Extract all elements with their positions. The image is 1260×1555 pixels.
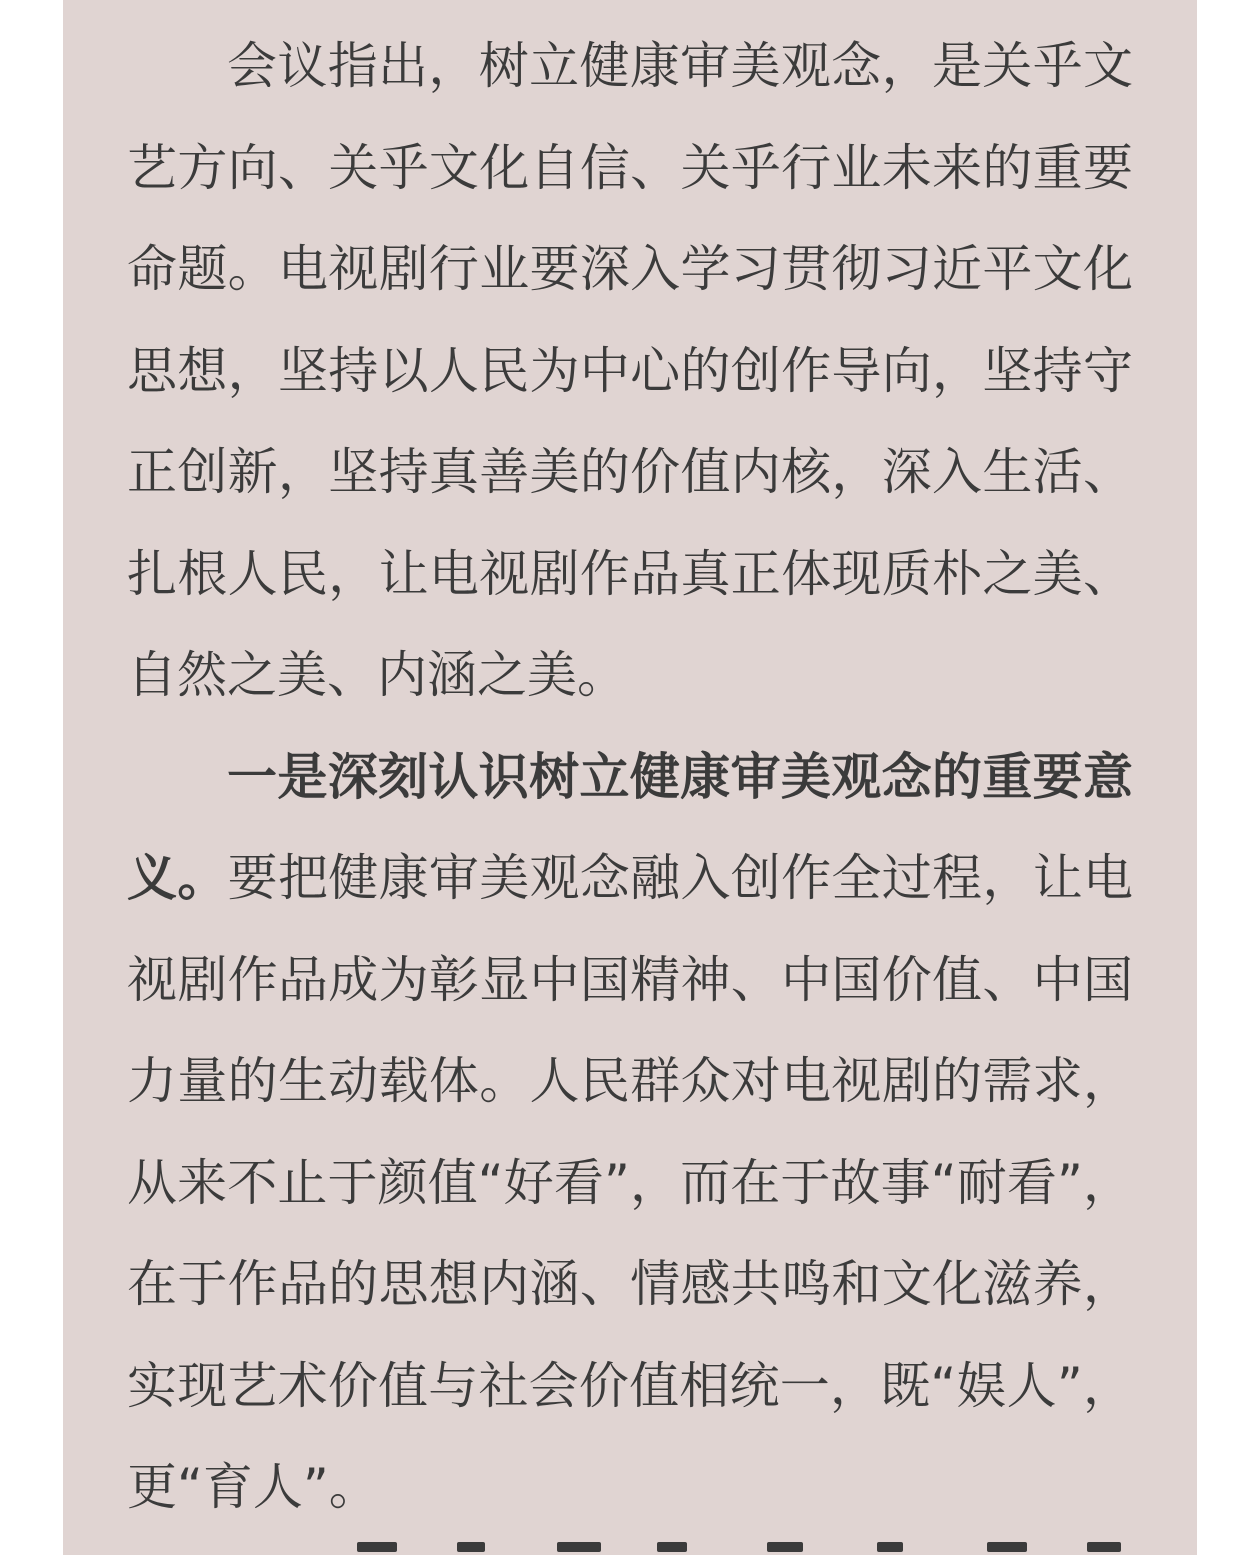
paragraph-text: 会议指出，树立健康审美观念，是关乎文艺方向、关乎文化自信、关乎行业未来的重要命题。电视剧行业要深入学习贯彻习近平文化思想，坚持以人民为中心的创作导向，坚持守正创新，坚持真善美的价值内核，深入生活、扎根人民，让电视剧作品真正体现质朴之美、自然之美、内涵之美。 <box>127 37 1133 704</box>
glyph-fragment <box>877 1542 903 1552</box>
glyph-fragment <box>357 1542 397 1552</box>
article-panel <box>63 0 1197 1555</box>
glyph-fragment <box>987 1542 1027 1552</box>
glyph-fragment <box>557 1542 601 1552</box>
paragraph-first-point <box>127 727 1133 1539</box>
glyph-fragment <box>657 1542 687 1552</box>
glyph-fragment <box>1087 1542 1121 1552</box>
cut-off-next-line <box>127 1540 1133 1555</box>
article-body <box>127 16 1133 1539</box>
paragraph-text: 要把健康审美观念融入创作全过程，让电视剧作品成为彰显中国精神、中国价值、中国力量的生动载体。人民群众对电视剧的需求，从来不止于颜值“好看”，而在于故事“耐看”，在于作品的思想内涵、情感共鸣和文化滋养，实现艺术价值与社会价值相统一，既“娱人”，更“育人”。 <box>127 849 1134 1516</box>
paragraph-lead-heading: 一是深刻认识树立健康审美观念的重要意义。 <box>127 747 1133 907</box>
glyph-fragment <box>767 1542 803 1552</box>
glyph-fragment <box>457 1542 485 1552</box>
paragraph-meeting-summary <box>127 16 1133 727</box>
